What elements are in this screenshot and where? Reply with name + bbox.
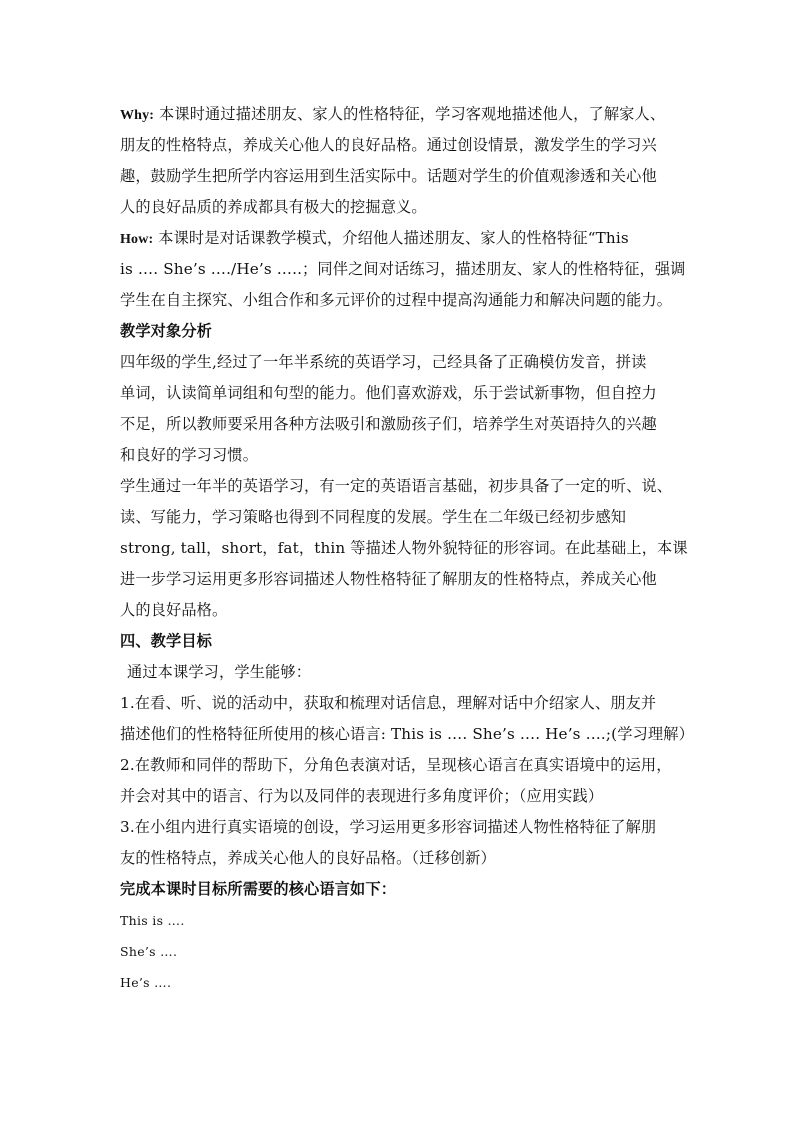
- analysis-p2-line-3: strong, tall，short，fat，thin 等描述人物外貌特征的形容词。在此基础上，本课: [120, 539, 688, 557]
- objective-line-5: 3.在小组内进行真实语境的创设，学习运用更多形容词描述人物性格特征了解朋: [120, 818, 657, 836]
- analysis-heading: 教学对象分析: [120, 322, 213, 340]
- analysis-p2-line-2: 读、写能力，学习策略也得到不同程度的发展。学生在二年级已经初步感知: [120, 508, 627, 526]
- analysis-p1-line-1: 四年级的学生,经过了一年半系统的英语学习，己经具备了正确模仿发音，拼读: [120, 353, 647, 371]
- how-line-1: [120, 223, 695, 254]
- why-line-2: 朋友的性格特点，养成关心他人的良好品格。通过创设情景，激发学生的学习兴: [120, 136, 657, 154]
- why-text-1: 本课时通过描述朋友、家人的性格特征，学习客观地描述他人，了解家人、: [154, 105, 666, 123]
- analysis-p1-line-2: 单词，认读简单词组和句型的能力。他们喜欢游戏，乐于尝试新事物，但自控力: [120, 384, 657, 402]
- core-language-item-2: She’s ….: [120, 944, 178, 959]
- how-line-3: 学生在自主探究、小组合作和多元评价的过程中提高沟通能力和解决问题的能力。: [120, 291, 673, 309]
- objectives-heading: 四、教学目标: [120, 632, 213, 650]
- objective-line-2: 描述他们的性格特征所使用的核心语言: This is …. She’s …. He’s ….;(学习理解）: [120, 725, 694, 743]
- document-page: [120, 99, 695, 998]
- analysis-p2-line-5: 人的良好品格。: [120, 601, 228, 619]
- why-line-1: [120, 99, 695, 130]
- objective-line-6: 友的性格特点，养成关心他人的良好品格。（迁移创新）: [120, 849, 496, 867]
- core-language-heading: 完成本课时目标所需要的核心语言如下：: [120, 880, 397, 898]
- why-line-3: 趣，鼓励学生把所学内容运用到生活实际中。话题对学生的价值观渗透和关心他: [120, 167, 657, 185]
- core-language-item-3: He’s ….: [120, 975, 172, 990]
- analysis-p1-line-4: 和良好的学习习惯。: [120, 446, 259, 464]
- analysis-p1-line-3: 不足，所以教师要采用各种方法吸引和激励孩子们，培养学生对英语持久的兴趣: [120, 415, 657, 433]
- how-label: How:: [120, 232, 154, 247]
- objective-line-4: 并会对其中的语言、行为以及同伴的表现进行多角度评价；（应用实践）: [120, 787, 604, 805]
- core-language-item-1: This is ….: [120, 913, 185, 928]
- objective-line-1: 1.在看、听、说的活动中，获取和梳理对话信息，理解对话中介绍家人、朋友并: [120, 694, 657, 712]
- objectives-intro: 通过本课学习，学生能够：: [127, 663, 312, 681]
- objective-line-3: 2.在教师和同伴的帮助下，分角色表演对话，呈现核心语言在真实语境中的运用，: [120, 756, 672, 774]
- analysis-p2-line-1: 学生通过一年半的英语学习，有一定的英语语言基础，初步具备了一定的听、说、: [120, 477, 673, 495]
- analysis-p2-line-4: 进一步学习运用更多形容词描述人物性格特征了解朋友的性格特点，养成关心他: [120, 570, 657, 588]
- how-line-2: is …. She’s …./He’s …..；同伴之间对话练习，描述朋友、家人的性格特征，强调: [120, 260, 686, 278]
- why-line-4: 人的良好品质的养成都具有极大的挖掘意义。: [120, 198, 427, 216]
- why-label: Why:: [120, 108, 155, 123]
- how-text-1: 本课时是对话课教学模式，介绍他人描述朋友、家人的性格特征“This: [153, 229, 629, 247]
